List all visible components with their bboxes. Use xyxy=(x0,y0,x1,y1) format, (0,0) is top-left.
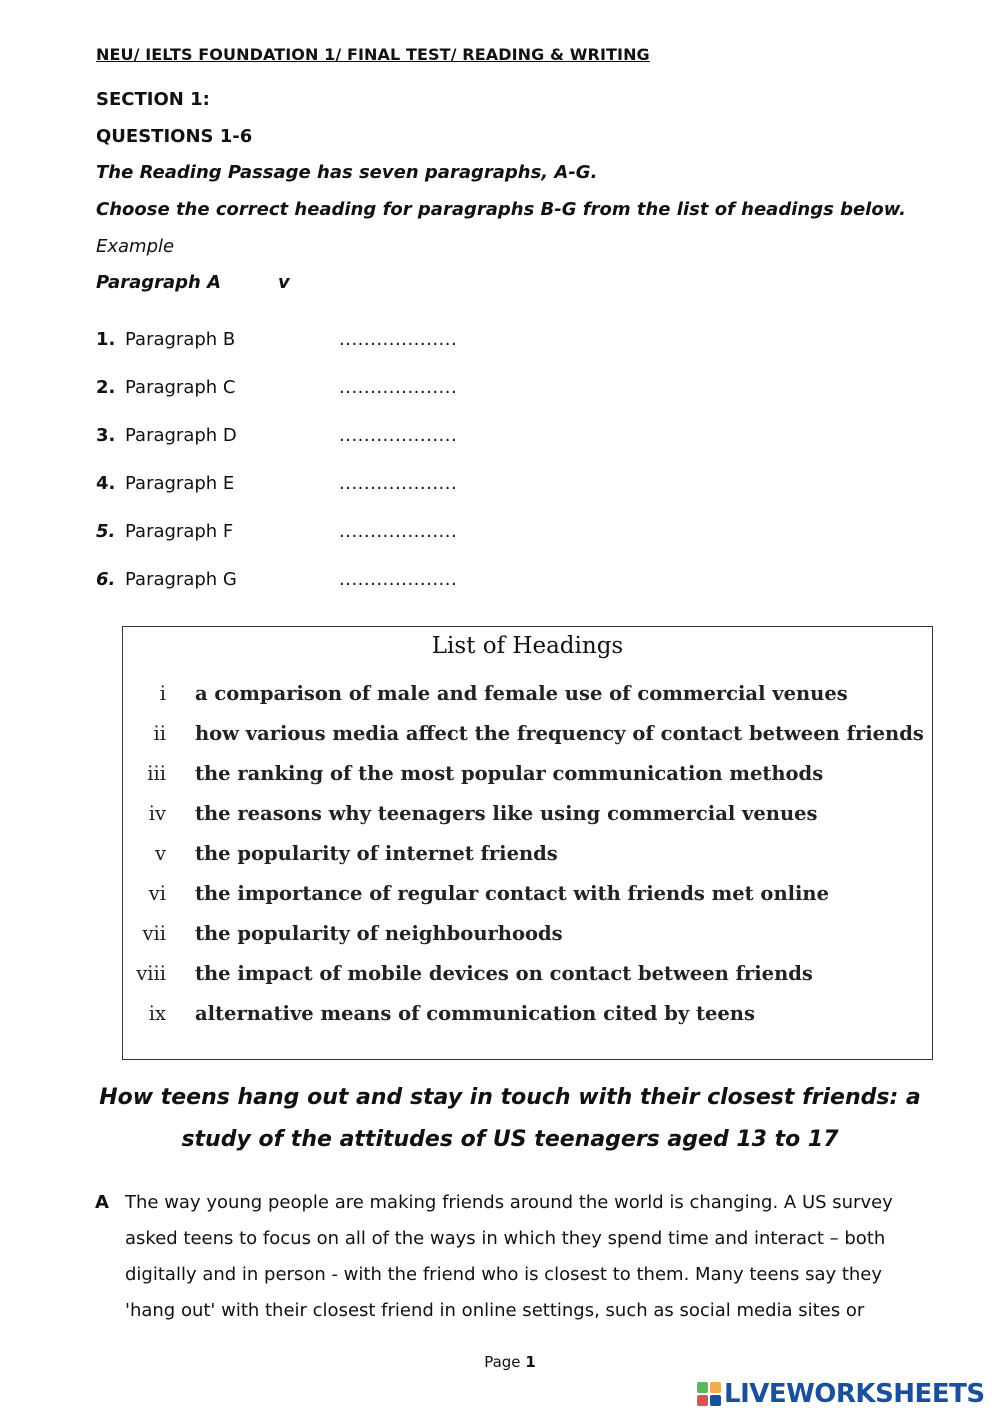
paragraph-line: asked teens to focus on all of the ways in which they spend time and interact – both xyxy=(125,1228,886,1249)
question-number: 5. xyxy=(96,521,116,542)
heading-row xyxy=(123,1002,932,1032)
question-label: Paragraph G xyxy=(125,569,237,590)
answer-blank[interactable]: ................... xyxy=(339,473,458,494)
example-answer: v xyxy=(278,272,290,293)
question-label: Paragraph D xyxy=(125,425,237,446)
answer-blank[interactable]: ................... xyxy=(339,329,458,350)
question-label: Paragraph B xyxy=(125,329,236,350)
heading-number: v xyxy=(154,842,166,865)
page-number: 1 xyxy=(525,1353,536,1371)
headings-box xyxy=(122,626,933,1060)
paragraph-letter: A xyxy=(95,1192,109,1213)
heading-number: iv xyxy=(148,802,166,825)
heading-number: vii xyxy=(142,922,166,945)
heading-text: the popularity of internet friends xyxy=(195,842,558,865)
heading-row xyxy=(123,882,932,912)
passage-title-line-1: How teens hang out and stay in touch with their closest friends: a xyxy=(99,1085,921,1110)
heading-text: the importance of regular contact with friends met online xyxy=(195,882,830,905)
logo-icon xyxy=(697,1382,721,1406)
question-label: Paragraph E xyxy=(125,473,235,494)
question-label: Paragraph C xyxy=(125,377,236,398)
heading-row xyxy=(123,762,932,792)
heading-number: i xyxy=(159,682,166,705)
question-number: 4. xyxy=(96,473,116,494)
logo-square-blue xyxy=(710,1395,721,1406)
heading-text: the popularity of neighbourhoods xyxy=(195,922,563,945)
liveworksheets-logo[interactable] xyxy=(697,1379,985,1409)
page-label: Page xyxy=(484,1353,521,1371)
question-number: 6. xyxy=(96,569,116,590)
heading-number: vi xyxy=(148,882,166,905)
question-label: Paragraph F xyxy=(125,521,234,542)
example-label: Example xyxy=(96,236,175,257)
heading-text: a comparison of male and female use of commercial venues xyxy=(195,682,848,705)
answer-blank[interactable]: ................... xyxy=(339,425,458,446)
heading-text: the ranking of the most popular communication methods xyxy=(195,762,824,785)
paragraph-line: 'hang out' with their closest friend in online settings, such as social media sites or xyxy=(125,1300,865,1321)
question-number: 1. xyxy=(96,329,116,350)
heading-row xyxy=(123,842,932,872)
logo-square-green xyxy=(697,1382,708,1393)
paragraph-line: digitally and in person - with the friend who is closest to them. Many teens say they xyxy=(125,1264,883,1285)
heading-text: how various media affect the frequency of contact between friends xyxy=(195,722,924,745)
page-footer xyxy=(0,1353,1000,1371)
question-number: 3. xyxy=(96,425,116,446)
paragraph-line: The way young people are making friends around the world is changing. A US survey xyxy=(125,1192,893,1213)
heading-row xyxy=(123,802,932,832)
heading-number: iii xyxy=(147,762,166,785)
logo-square-red xyxy=(697,1395,708,1406)
answer-blank[interactable]: ................... xyxy=(339,377,458,398)
answer-blank[interactable]: ................... xyxy=(339,569,458,590)
heading-row xyxy=(123,682,932,712)
answer-blank[interactable]: ................... xyxy=(339,521,458,542)
logo-square-yellow xyxy=(710,1382,721,1393)
heading-text: the impact of mobile devices on contact between friends xyxy=(195,962,813,985)
heading-row xyxy=(123,962,932,992)
heading-row xyxy=(123,922,932,952)
heading-text: alternative means of communication cited by teens xyxy=(195,1002,755,1025)
heading-row xyxy=(123,722,932,752)
logo-text: LIVEWORKSHEETS xyxy=(724,1379,985,1409)
instruction-2: Choose the correct heading for paragraphs B-G from the list of headings below. xyxy=(96,199,907,220)
headings-title: List of Headings xyxy=(431,633,624,659)
section-title: SECTION 1: xyxy=(96,89,210,110)
instruction-1: The Reading Passage has seven paragraphs, A-G. xyxy=(96,162,598,183)
questions-range: QUESTIONS 1-6 xyxy=(96,126,253,147)
question-number: 2. xyxy=(96,377,116,398)
example-paragraph: Paragraph A xyxy=(96,272,222,293)
heading-number: ix xyxy=(148,1002,166,1025)
document-header: NEU/ IELTS FOUNDATION 1/ FINAL TEST/ READING & WRITING xyxy=(96,45,650,64)
heading-text: the reasons why teenagers like using commercial venues xyxy=(195,802,818,825)
heading-number: ii xyxy=(153,722,166,745)
passage-title-line-2: study of the attitudes of US teenagers aged 13 to 17 xyxy=(181,1127,839,1152)
heading-number: viii xyxy=(136,962,166,985)
